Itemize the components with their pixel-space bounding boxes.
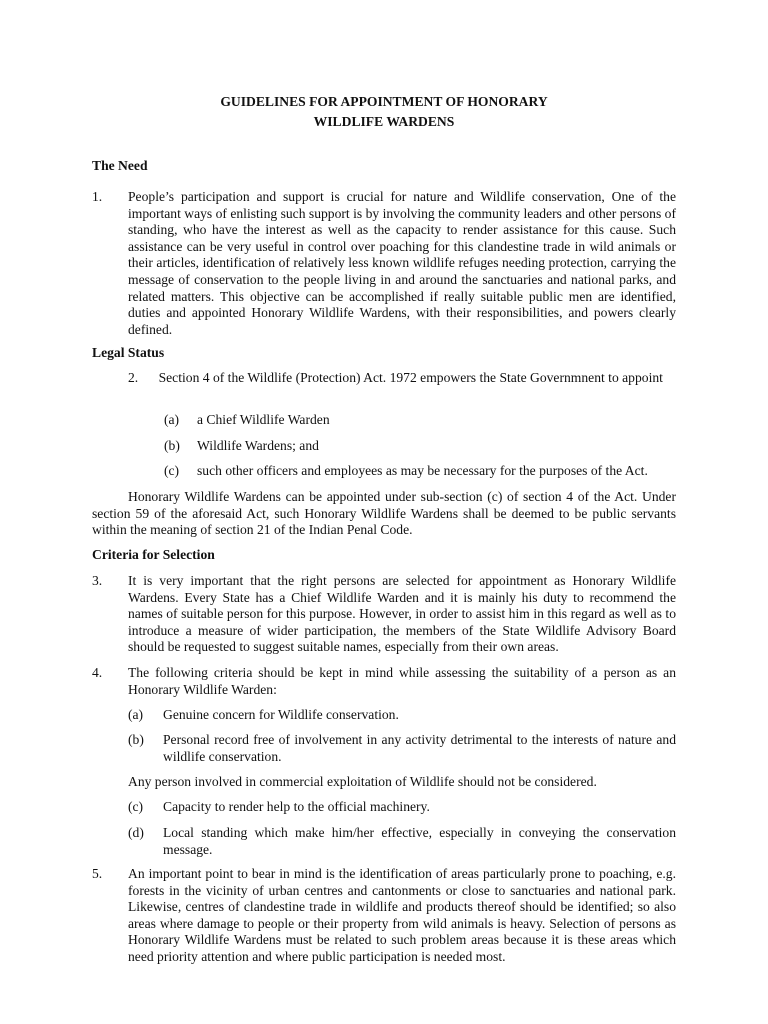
heading-the-need: The Need [92,158,148,173]
criteria-item-c-label: (c) [128,799,144,814]
paragraph-1: People’s participation and support is crucial for nature and Wildlife conservation, One of the important ways of enlisting such support is by involving the community leaders and other persons of standing, who have the interest as well as the capacity to render assistance for this cause. Such assistance can be very useful in control over poaching for this clandestine trade in wild animals or their articles, identification of relatively less known wildlife refuges needing protection, carrying the message of conservation to the people living in and around the sanctuaries and national parks, and related matters. This objective can be accomplished if really suitable public men are identified, duties and appointed Honorary Wildlife Wardens, with their responsibilities, and powers clearly defined. [128,189,676,337]
criteria-item-a-text: Genuine concern for Wildlife conservation. [163,707,399,722]
criteria-note: Any person involved in commercial exploitation of Wildlife should not be considered. [128,774,597,789]
paragraph-4: The following criteria should be kept in mind while assessing the suitability of a person as an Honorary Wildlife Warden: [128,665,676,697]
criteria-item-d-label: (d) [128,825,144,840]
document-title-line-1: GUIDELINES FOR APPOINTMENT OF HONORARY [220,94,548,109]
criteria-item-b-label: (b) [128,732,144,747]
criteria-item-b-text: Personal record free of involvement in any activity detrimental to the interests of nature and wildlife conservation. [163,732,676,764]
legal-item-b-label: (b) [164,438,180,453]
paragraph-5: An important point to bear in mind is the identification of areas particularly prone to poaching, e.g. forests in the vicinity of urban centres and cantonments or close to sanctuaries and national park. Likewise, centres of clandestine trade in wildlife and products thereof should be identified; so also areas where damage to people or their property from wild animals is heavy. Selection of persons as Honorary Wildlife Wardens must be related to such problem areas because it is these areas which need priority attention and where public participation is needed most. [128,866,676,964]
legal-item-c-text: such other officers and employees as may be necessary for the purposes of the Act. [197,463,648,478]
legal-item-a-label: (a) [164,412,180,427]
criteria-item-c-text: Capacity to render help to the official machinery. [163,799,430,814]
paragraph-number-1: 1. [92,189,103,204]
criteria-item-d-text: Local standing which make him/her effective, especially in conveying the conservation message. [163,825,676,857]
paragraph-2: 2. Section 4 of the Wildlife (Protection) Act. 1972 empowers the State Governmnent to appoint [128,370,663,385]
document-title-line-2: WILDLIFE WARDENS [313,114,455,129]
legal-item-b-text: Wildlife Wardens; and [197,438,319,453]
legal-closing-paragraph: Honorary Wildlife Wardens can be appointed under sub-section (c) of section 4 of the Act. Under section 59 of the aforesaid Act, such Honorary Wildlife Wardens shall be deemed to be public servants within the meaning of section 21 of the Indian Penal Code. [92,489,676,538]
legal-item-a-text: a Chief Wildlife Warden [197,412,330,427]
heading-criteria-for-selection: Criteria for Selection [92,547,215,562]
criteria-item-a-label: (a) [128,707,144,722]
paragraph-number-4: 4. [92,665,103,680]
paragraph-number-3: 3. [92,573,103,588]
paragraph-3: It is very important that the right persons are selected for appointment as Honorary Wildlife Wardens. Every State has a Chief Wildlife Warden and it is mainly his duty to recommend the names of suitable person for this purpose. However, in order to assist him in this regard as well as to introduce a measure of wider participation, the members of the State Wildlife Advisory Board should be requested to suggest suitable names, especially from their own areas. [128,573,676,655]
heading-legal-status: Legal Status [92,345,165,360]
paragraph-number-5: 5. [92,866,103,881]
legal-item-c-label: (c) [164,463,180,478]
